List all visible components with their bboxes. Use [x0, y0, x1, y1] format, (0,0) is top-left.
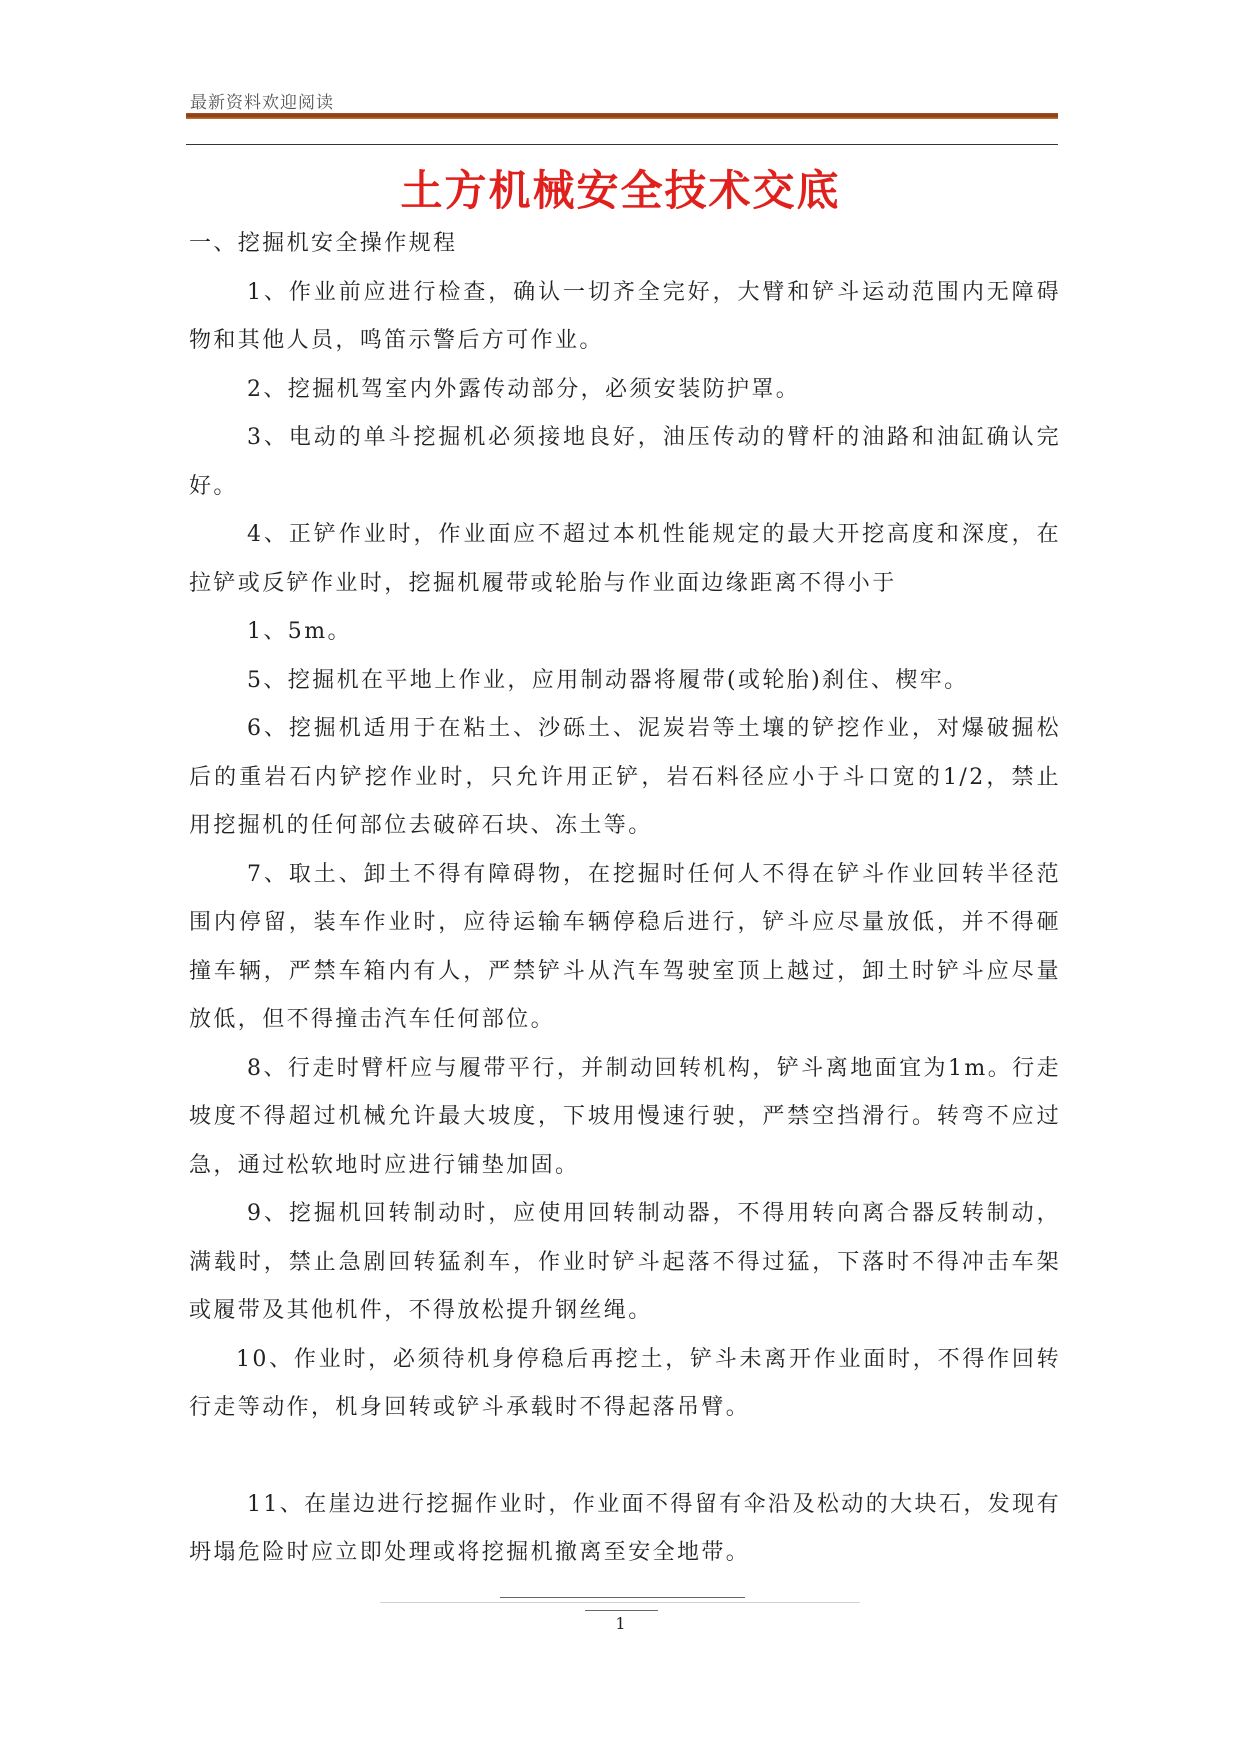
paragraph-item: 4、正铲作业时，作业面应不超过本机性能规定的最大开挖高度和深度，在拉铲或反铲作业时，挖掘机履带或轮胎与作业面边缘距离不得小于	[189, 522, 1061, 596]
footer-rule-top	[500, 1597, 745, 1598]
footer-rule-wide	[380, 1602, 860, 1603]
paragraph-item: 5、挖掘机在平地上作业，应用制动器将履带(或轮胎)刹住、楔牢。	[247, 667, 969, 693]
paragraph-item: 3、电动的单斗挖掘机必须接地良好，油压传动的臂杆的油路和油缸确认完好。	[189, 425, 1061, 499]
document-title: 土方机械安全技术交底	[400, 166, 841, 215]
paragraph-item: 1、5m。	[247, 619, 352, 644]
paragraph-item: 10、作业时，必须待机身停稳后再挖土，铲斗未离开作业面时，不得作回转行走等动作，机身回转或铲斗承载时不得起落吊臂。	[189, 1346, 1061, 1420]
page-number: 1	[615, 1614, 626, 1633]
paragraph-item: 8、行走时臂杆应与履带平行，并制动回转机构，铲斗离地面宜为1m。行走坡度不得超过机械允许最大坡度，下坡用慢速行驶，严禁空挡滑行。转弯不应过急，通过松软地时应进行铺垫加固。	[189, 1055, 1061, 1178]
paragraph-item: 7、取土、卸土不得有障碍物，在挖掘时任何人不得在铲斗作业回转半径范围内停留，装车作业时，应待运输车辆停稳后进行，铲斗应尽量放低，并不得砸撞车辆，严禁车箱内有人，严禁铲斗从汽车驾驶室顶上越过，卸土时铲斗应尽量放低，但不得撞击汽车任何部位。	[189, 861, 1061, 1032]
header-rule-line	[186, 144, 1058, 145]
page-header-text: 最新资料欢迎阅读	[190, 93, 334, 113]
document-body	[189, 220, 1061, 1578]
header-rule-decorative	[186, 113, 1058, 119]
section-heading: 一、挖掘机安全操作规程	[189, 231, 458, 256]
paragraph-item: 9、挖掘机回转制动时，应使用回转制动器，不得用转向离合器反转制动，满载时，禁止急剧回转猛刹车，作业时铲斗起落不得过猛，下落时不得冲击车架或履带及其他机件，不得放松提升钢丝绳。	[189, 1201, 1061, 1323]
paragraph-item: 6、挖掘机适用于在粘土、沙砾土、泥炭岩等土壤的铲挖作业，对爆破掘松后的重岩石内铲挖作业时，只允许用正铲，岩石料径应小于斗口宽的1/2，禁止用挖掘机的任何部位去破碎石块、冻土等。	[189, 716, 1061, 838]
footer-rule-short	[585, 1610, 658, 1611]
paragraph-item: 2、挖掘机驾室内外露传动部分，必须安装防护罩。	[247, 376, 801, 402]
paragraph-item: 11、在崖边进行挖掘作业时，作业面不得留有伞沿及松动的大块石，发现有坍塌危险时应立即处理或将挖掘机撤离至安全地带。	[189, 1491, 1061, 1565]
paragraph-item: 1、作业前应进行检查，确认一切齐全完好，大臂和铲斗运动范围内无障碍物和其他人员，鸣笛示警后方可作业。	[189, 279, 1061, 353]
